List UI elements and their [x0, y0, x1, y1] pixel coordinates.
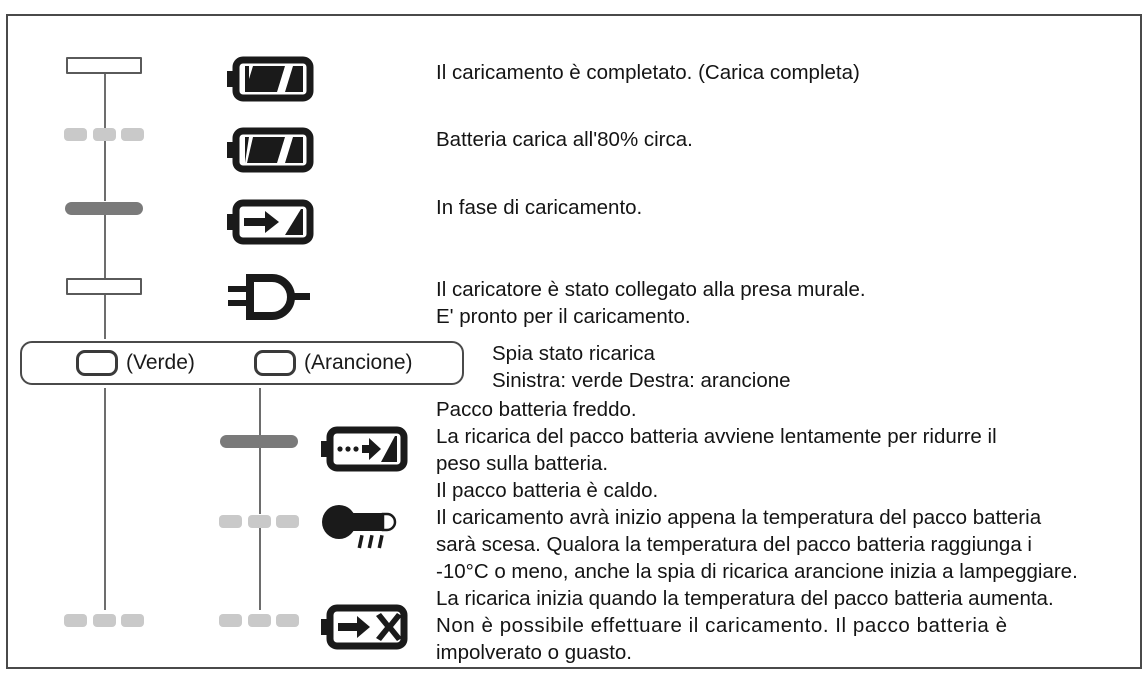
desc-plugged-in-line2: E' pronto per il caricamento.	[436, 305, 691, 328]
desc-plugged-in-line1: Il caricatore è stato collegato alla presa murale.	[436, 278, 866, 301]
desc-charging: In fase di caricamento.	[436, 196, 643, 219]
power-plug-icon	[224, 272, 316, 327]
desc-battery-hot-line3: sarà scesa. Qualora la temperatura del pacco batteria raggiunga i	[436, 533, 1032, 556]
green-led-solid-charging	[65, 202, 143, 215]
legend-note-line2: Sinistra: verde Destra: arancione	[492, 369, 791, 392]
legend-green-led-icon	[76, 350, 118, 376]
thermometer-icon	[321, 503, 407, 560]
green-led-blinking-80	[64, 128, 144, 141]
desc-battery-cold-line1: Pacco batteria freddo.	[436, 398, 637, 421]
orange-connector-line-1	[259, 388, 261, 436]
desc-battery-cold-line3: peso sulla batteria.	[436, 452, 609, 475]
green-led-blinking-fault	[64, 614, 144, 627]
connector-line-5	[104, 388, 106, 610]
battery-80-icon	[223, 127, 315, 178]
green-led-hollow-complete	[66, 57, 142, 74]
desc-battery-fault-line2: impolverato o guasto.	[436, 641, 633, 664]
connector-line-2	[104, 141, 106, 201]
desc-charge-80: Batteria carica all'80% circa.	[436, 128, 693, 151]
desc-battery-hot-line1: Il pacco batteria è caldo.	[436, 479, 659, 502]
battery-error-icon	[317, 604, 409, 655]
orange-led-solid-cold	[220, 435, 298, 448]
orange-led-blinking-hot	[219, 515, 299, 528]
desc-battery-cold-line2: La ricarica del pacco batteria avviene lentamente per ridurre il	[436, 425, 997, 448]
desc-battery-hot-line4: -10°C o meno, anche la spia di ricarica arancione inizia a lampeggiare.	[436, 560, 1078, 583]
desc-charge-complete: Il caricamento è completato. (Carica completa)	[436, 61, 860, 84]
legend-orange-label: (Arancione)	[304, 351, 413, 374]
desc-battery-hot-line5: La ricarica inizia quando la temperatura del pacco batteria aumenta.	[436, 587, 1054, 610]
green-led-hollow-ready	[66, 278, 142, 295]
orange-connector-line-3	[259, 528, 261, 610]
battery-full-icon	[223, 56, 315, 107]
connector-line-4	[104, 295, 106, 339]
legend-green-label: (Verde)	[126, 351, 195, 374]
desc-battery-fault-line1: Non è possibile effettuare il caricamento. Il pacco batteria è	[436, 614, 1008, 637]
orange-led-blinking-fault	[219, 614, 299, 627]
battery-slow-charging-icon	[317, 426, 409, 477]
battery-charging-icon	[223, 199, 315, 250]
diagram-frame	[6, 14, 1142, 669]
led-legend-box	[20, 341, 464, 385]
legend-note-line1: Spia stato ricarica	[492, 342, 655, 365]
legend-orange-led-icon	[254, 350, 296, 376]
connector-line-3	[104, 215, 106, 278]
desc-battery-hot-line2: Il caricamento avrà inizio appena la temperatura del pacco batteria	[436, 506, 1042, 529]
orange-connector-line-2	[259, 448, 261, 514]
